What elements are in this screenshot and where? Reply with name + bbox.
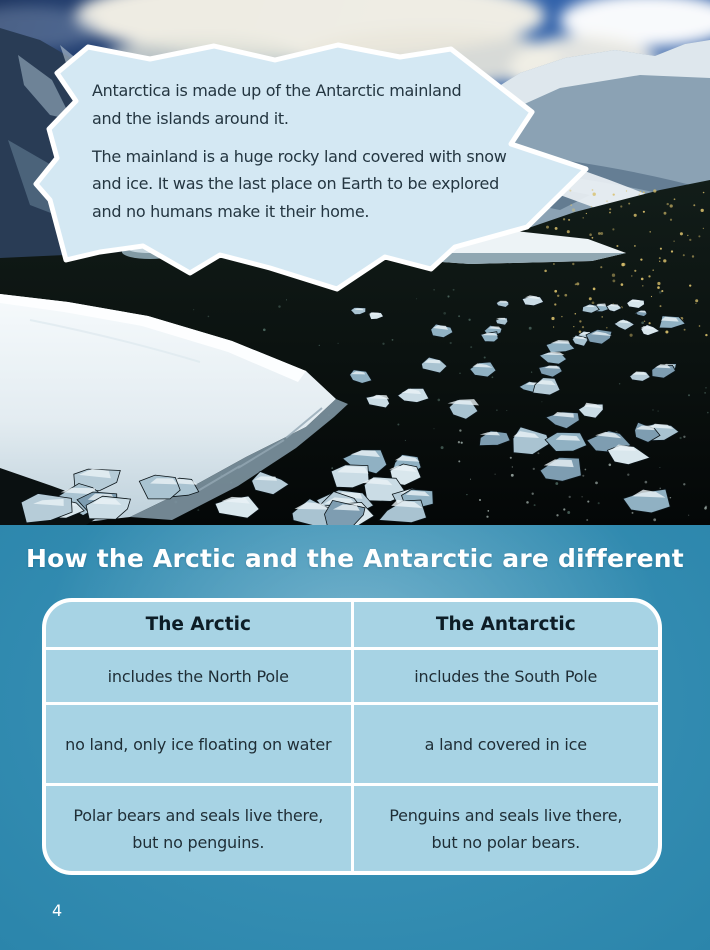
sparkle bbox=[570, 204, 572, 206]
sparkle bbox=[569, 496, 571, 498]
table-header-arctic: The Arctic bbox=[46, 602, 351, 647]
sparkle bbox=[600, 266, 602, 268]
sparkle bbox=[470, 346, 472, 348]
sparkle bbox=[600, 232, 603, 235]
sparkle bbox=[487, 510, 489, 512]
sparkle bbox=[569, 190, 571, 192]
sparkle bbox=[673, 240, 674, 241]
comparison-section bbox=[0, 525, 710, 950]
sparkle bbox=[620, 205, 622, 207]
sparkle bbox=[609, 464, 612, 467]
sparkle bbox=[665, 330, 668, 333]
sparkle bbox=[705, 387, 707, 389]
sparkle bbox=[331, 467, 333, 469]
sparkle bbox=[674, 198, 676, 200]
sparkle bbox=[704, 507, 707, 510]
sparkle bbox=[640, 191, 641, 192]
sparkle bbox=[659, 257, 661, 259]
sparkle bbox=[551, 317, 554, 320]
sparkle bbox=[671, 250, 673, 252]
sparkle bbox=[563, 508, 565, 510]
sparkle bbox=[495, 474, 496, 475]
sparkle bbox=[609, 212, 611, 214]
sparkle bbox=[592, 301, 595, 304]
sparkle bbox=[612, 274, 615, 277]
sparkle bbox=[670, 219, 672, 221]
table-cell-antarctic-land: a land covered in ice bbox=[354, 705, 659, 783]
sparkle bbox=[660, 305, 662, 307]
sparkle bbox=[619, 383, 620, 384]
sparkle bbox=[632, 512, 634, 514]
sparkle bbox=[638, 194, 640, 196]
sparkle bbox=[586, 213, 587, 214]
sparkle bbox=[526, 501, 529, 504]
sparkle bbox=[568, 219, 570, 221]
sparkle bbox=[573, 326, 574, 327]
sparkle bbox=[598, 502, 600, 504]
sparkle bbox=[701, 209, 704, 212]
sparkle bbox=[397, 423, 399, 425]
sparkle bbox=[651, 296, 652, 297]
sparkle bbox=[591, 206, 592, 207]
sparkle bbox=[705, 334, 707, 336]
sparkle bbox=[567, 230, 570, 233]
sparkle bbox=[660, 248, 662, 250]
sparkle bbox=[532, 493, 534, 495]
sparkle bbox=[601, 316, 603, 318]
table-cell-arctic-land: no land, only ice floating on water bbox=[46, 705, 351, 783]
sparkle bbox=[537, 452, 539, 454]
table-cell-antarctic-animals bbox=[354, 786, 659, 871]
sparkle bbox=[441, 446, 444, 449]
sparkle bbox=[506, 410, 507, 411]
sparkle bbox=[592, 237, 594, 239]
sparkle bbox=[554, 303, 556, 305]
sparkle bbox=[563, 218, 565, 220]
sparkle bbox=[319, 345, 320, 346]
sparkle bbox=[659, 291, 662, 294]
sparkle bbox=[337, 343, 338, 344]
sparkle bbox=[703, 228, 704, 229]
sparkle bbox=[653, 189, 656, 192]
sparkle bbox=[470, 479, 471, 480]
sparkle bbox=[555, 482, 558, 485]
sparkle bbox=[466, 494, 467, 495]
sparkle bbox=[468, 319, 470, 321]
sparkle bbox=[586, 519, 588, 521]
sparkle bbox=[572, 208, 575, 211]
sparkle bbox=[641, 321, 644, 324]
sparkle bbox=[695, 303, 696, 304]
sparkle bbox=[606, 327, 608, 329]
comparison-table bbox=[42, 598, 662, 875]
sparkle bbox=[382, 343, 384, 345]
sparkle bbox=[433, 289, 435, 291]
sparkle bbox=[486, 516, 488, 518]
sparkle bbox=[707, 412, 709, 414]
sparkle bbox=[443, 312, 446, 315]
table-cell-line: but no penguins. bbox=[132, 832, 265, 852]
sparkle bbox=[582, 326, 584, 328]
sparkle bbox=[698, 235, 700, 237]
sparkle bbox=[621, 283, 624, 286]
sparkle bbox=[450, 342, 452, 344]
sparkle bbox=[688, 394, 690, 396]
sparkle bbox=[556, 514, 558, 516]
sparkle bbox=[616, 245, 618, 247]
sparkle bbox=[644, 321, 646, 323]
sparkle bbox=[405, 440, 406, 441]
sparkle bbox=[670, 497, 671, 498]
sparkle bbox=[278, 305, 280, 307]
sparkle bbox=[606, 201, 607, 202]
sparkle bbox=[587, 501, 589, 503]
sparkle bbox=[433, 428, 434, 429]
sparkle bbox=[657, 286, 660, 289]
table-cell-line: but no polar bears. bbox=[431, 832, 581, 852]
sparkle bbox=[511, 474, 514, 477]
sparkle bbox=[683, 436, 685, 438]
sparkle bbox=[447, 295, 449, 297]
sparkle bbox=[575, 313, 577, 315]
sparkle bbox=[458, 460, 460, 462]
sparkle bbox=[658, 411, 659, 412]
sparkle bbox=[683, 254, 685, 256]
sparkle bbox=[649, 322, 651, 324]
sparkle bbox=[555, 227, 558, 230]
sparkle bbox=[595, 482, 598, 485]
sparkle bbox=[575, 283, 577, 285]
sparkle bbox=[557, 295, 559, 297]
sparkle bbox=[640, 258, 642, 260]
sparkle bbox=[612, 228, 614, 230]
sparkle bbox=[576, 282, 579, 285]
sparkle bbox=[458, 315, 460, 317]
sparkle bbox=[642, 285, 643, 286]
sparkle bbox=[641, 278, 644, 281]
sparkle bbox=[657, 282, 660, 285]
sparkle bbox=[649, 231, 650, 232]
callout-line: and ice. It was the last place on Earth to be explored bbox=[92, 174, 499, 193]
sparkle bbox=[263, 328, 266, 331]
sparkle bbox=[663, 259, 666, 262]
sparkle bbox=[634, 245, 636, 247]
sparkle bbox=[612, 279, 615, 282]
sparkle bbox=[453, 289, 455, 291]
sparkle bbox=[510, 457, 512, 459]
sparkle bbox=[459, 373, 460, 374]
sparkle bbox=[589, 297, 592, 300]
sparkle bbox=[613, 193, 615, 195]
sparkle bbox=[634, 214, 637, 217]
sparkle bbox=[689, 284, 691, 286]
sparkle bbox=[687, 235, 688, 236]
sparkle bbox=[660, 488, 661, 489]
sparkle bbox=[628, 203, 630, 205]
sparkle bbox=[484, 356, 486, 358]
callout-line: and the islands around it. bbox=[92, 109, 289, 128]
sparkle bbox=[572, 263, 574, 265]
sparkle bbox=[286, 299, 287, 300]
table-cell-antarctic-pole: includes the South Pole bbox=[354, 650, 659, 702]
sparkle bbox=[461, 442, 463, 444]
sparkle bbox=[554, 290, 557, 293]
sparkle bbox=[684, 329, 686, 331]
table-cell-line: Penguins and seals live there, bbox=[389, 805, 623, 825]
sparkle bbox=[693, 204, 695, 206]
sparkle bbox=[643, 211, 645, 213]
sparkle bbox=[208, 316, 210, 318]
table-header-antarctic: The Antarctic bbox=[354, 602, 659, 647]
sparkle bbox=[546, 226, 549, 229]
sparkle bbox=[533, 468, 535, 470]
sparkle bbox=[582, 475, 584, 477]
callout-line: and no humans make it their home. bbox=[92, 202, 370, 221]
sparkle bbox=[627, 474, 629, 476]
sparkle bbox=[653, 518, 656, 521]
sparkle bbox=[703, 192, 705, 194]
callout-line: Antarctica is made up of the Antarctic mainland bbox=[92, 81, 462, 100]
sparkle bbox=[689, 239, 691, 241]
callout-line: The mainland is a huge rocky land covered with snow bbox=[92, 147, 507, 166]
sparkle bbox=[659, 261, 660, 262]
table-cell-arctic-pole: includes the North Pole bbox=[46, 650, 351, 702]
sparkle bbox=[585, 469, 587, 471]
sparkle bbox=[695, 299, 698, 302]
sparkle bbox=[534, 504, 536, 506]
sparkle bbox=[416, 298, 417, 299]
page-number: 4 bbox=[52, 901, 63, 920]
sparkle bbox=[630, 334, 633, 337]
sparkle bbox=[643, 192, 645, 194]
sparkle bbox=[541, 401, 542, 402]
sparkle bbox=[458, 441, 460, 443]
sparkle bbox=[496, 409, 498, 411]
sparkle bbox=[564, 294, 567, 297]
sparkle bbox=[679, 437, 681, 439]
sparkle bbox=[699, 325, 701, 327]
section-heading: How the Arctic and the Antarctic are different bbox=[26, 544, 684, 573]
sparkle bbox=[621, 263, 624, 266]
sparkle bbox=[593, 288, 596, 291]
sparkle bbox=[531, 371, 532, 372]
sparkle bbox=[553, 326, 554, 327]
table-cell-line: Polar bears and seals live there, bbox=[73, 805, 324, 825]
sparkle bbox=[589, 233, 592, 236]
sparkle bbox=[652, 269, 654, 271]
table-cell-arctic-animals bbox=[46, 786, 351, 871]
sparkle bbox=[670, 204, 673, 207]
sparkle bbox=[197, 509, 199, 511]
sparkle bbox=[667, 203, 669, 205]
sparkle bbox=[582, 217, 583, 218]
sparkle bbox=[512, 466, 513, 467]
sparkle bbox=[680, 232, 683, 235]
sparkle bbox=[579, 320, 581, 322]
sparkle bbox=[459, 429, 461, 431]
sparkle bbox=[692, 255, 694, 257]
sparkle bbox=[688, 515, 689, 516]
sparkle bbox=[561, 316, 562, 317]
sparkle bbox=[392, 339, 394, 341]
sparkle bbox=[593, 193, 596, 196]
sparkle bbox=[438, 399, 441, 402]
sparkle bbox=[652, 409, 653, 410]
sparkle bbox=[704, 392, 706, 394]
sparkle bbox=[645, 481, 648, 484]
sparkle bbox=[659, 467, 660, 468]
sparkle bbox=[626, 190, 627, 191]
sparkle bbox=[634, 270, 636, 272]
sparkle bbox=[567, 511, 570, 514]
sparkle bbox=[683, 483, 685, 485]
sparkle bbox=[529, 327, 532, 330]
sparkle bbox=[544, 270, 547, 273]
sparkle bbox=[609, 208, 611, 210]
sparkle bbox=[553, 263, 555, 265]
sparkle bbox=[479, 499, 481, 501]
sparkle bbox=[581, 496, 582, 497]
sparkle bbox=[492, 376, 494, 378]
sparkle bbox=[648, 275, 650, 277]
sparkle bbox=[631, 275, 632, 276]
sparkle bbox=[193, 309, 194, 310]
sparkle bbox=[664, 212, 667, 215]
sparkle bbox=[592, 189, 594, 191]
